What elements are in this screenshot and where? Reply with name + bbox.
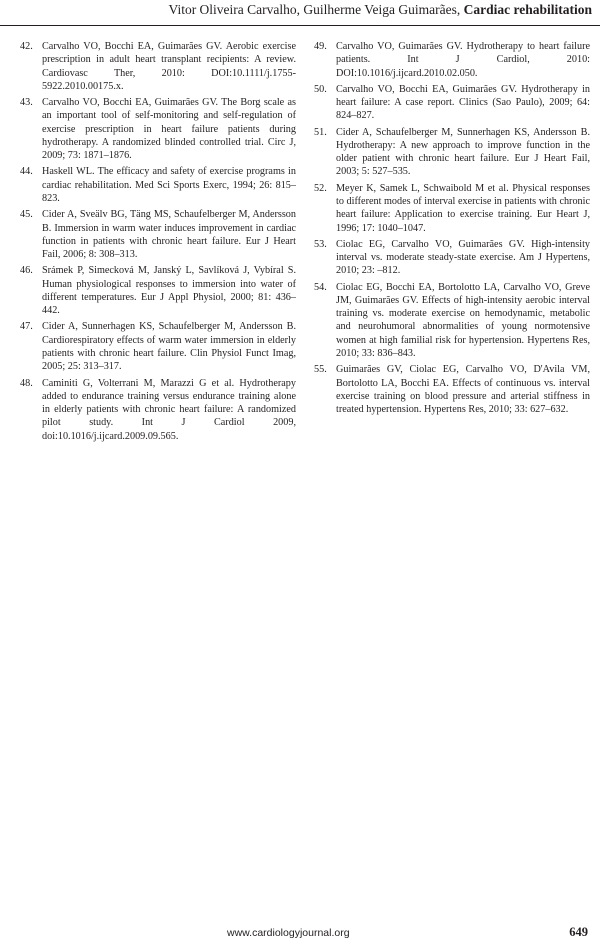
reference-number: 42. bbox=[20, 41, 33, 52]
reference-item bbox=[20, 377, 296, 443]
reference-text: Meyer K, Samek L, Schwaibold M et al. Physical responses to different modes of interval exercise in patients with chronic heart failure: Application to exercise training. Eur Heart J, 1996; 17: 1040–1047. bbox=[336, 182, 590, 234]
reference-item bbox=[314, 281, 590, 361]
reference-number: 48. bbox=[20, 377, 33, 389]
reference-text: Carvalho VO, Bocchi EA, Guimarães GV. The Borg scale as an important tool of self-monitoring and self-regulation of exercise prescription in heart failure patients during hydrotherapy. A randomized blinded controlled trial. Circ J, 2009; 73: 1871–1876. bbox=[42, 97, 296, 162]
reference-text: Haskell WL. The efficacy and safety of exercise programs in cardiac rehabilitation. Med Sci Sports Exerc, 1994; 26: 815–823. bbox=[42, 166, 296, 204]
reference-number: 44. bbox=[20, 166, 33, 178]
reference-item bbox=[20, 40, 296, 93]
header-authors: Vitor Oliveira Carvalho, Guilherme Veiga Guimarães, bbox=[168, 2, 461, 17]
reference-item bbox=[20, 96, 296, 162]
reference-item bbox=[20, 208, 296, 261]
reference-number: 49. bbox=[314, 41, 327, 52]
reference-item bbox=[314, 238, 590, 278]
reference-number: 51. bbox=[314, 126, 327, 138]
reference-item bbox=[314, 83, 590, 123]
reference-text: Ciolac EG, Bocchi EA, Bortolotto LA, Carvalho VO, Greve JM, Guimarães GV. Effects of high-intensity aerobic interval training vs. moderate exercise on hemodynamic, metabolic and neurohumoral abnormalities of young normotensive women at high familial risk for hypertension. Hypertens Res, 2010; 33: 836–843. bbox=[336, 281, 590, 359]
reference-text: Guimarães GV, Ciolac EG, Carvalho VO, D'Avila VM, Bortolotto LA, Bocchi EA. Effects of continuous vs. interval exercise training on blood pressure and arterial stiffness in treated hypertension. Hypertens Res, 2010; 33: 627–632. bbox=[336, 364, 590, 416]
reference-text: Cider A, Schaufelberger M, Sunnerhagen KS, Andersson B. Hydrotherapy: A new approach to improve function in the older patient with chronic heart failure. Eur J Heart Fail, 2003; 5: 527–535. bbox=[336, 126, 590, 178]
reference-text: Cider A, Sveälv BG, Täng MS, Schaufelberger M, Andersson B. Immersion in warm water induces improvement in cardiac function in patients with chronic heart failure. Eur J Heart Fail, 2006; 8: 308–313. bbox=[42, 209, 296, 261]
reference-number: 45. bbox=[20, 209, 33, 221]
reference-text: Ciolac EG, Carvalho VO, Guimarães GV. High-intensity interval vs. moderate steady-state exercise. Am J Hypertens, 2010; 23: –812. bbox=[336, 238, 590, 277]
reference-item bbox=[20, 165, 296, 205]
reference-number: 55. bbox=[314, 364, 327, 376]
reference-item bbox=[314, 126, 590, 179]
reference-number: 50. bbox=[314, 83, 327, 95]
reference-number: 46. bbox=[20, 265, 33, 277]
reference-text: Carvalho VO, Guimarães GV. Hydrotherapy to heart failure patients. Int J Cardiol, 2010: DOI:10.1016/j.ijcard.2010.02.050. bbox=[336, 41, 590, 79]
reference-number: 52. bbox=[314, 182, 327, 194]
reference-item bbox=[20, 320, 296, 373]
reference-number: 47. bbox=[20, 321, 33, 333]
reference-text: Cider A, Sunnerhagen KS, Schaufelberger M, Andersson B. Cardiorespiratory effects of warm water immersion in elderly patients with chronic heart failure. Clin Physiol Funct Imag, 2005; 25: 313–317. bbox=[42, 321, 296, 373]
reference-text: Srámek P, Simecková M, Janský L, Savlíková J, Vybíral S. Human physiological responses to immersion into water of different temperatures. Eur J Appl Physiol, 2000; 81: 436–442. bbox=[42, 265, 296, 317]
header-title: Cardiac rehabilitation bbox=[463, 2, 592, 17]
reference-list-right bbox=[314, 40, 590, 419]
header-rule bbox=[0, 25, 600, 26]
reference-number: 53. bbox=[314, 238, 327, 250]
reference-list-left bbox=[20, 40, 296, 446]
running-head bbox=[169, 2, 593, 18]
page-number: 649 bbox=[569, 925, 588, 939]
reference-number: 43. bbox=[20, 97, 33, 109]
reference-text: Carvalho VO, Bocchi EA, Guimarães GV. Aerobic exercise prescription in adult heart transplant recipients: A review. Cardiovasc Ther, 2010: DOI:10.1111/j.1755-5922.2010.00175.x. bbox=[42, 41, 296, 92]
reference-number: 54. bbox=[314, 281, 327, 293]
reference-item bbox=[314, 40, 590, 80]
reference-item bbox=[20, 264, 296, 317]
reference-text: Carvalho VO, Bocchi EA, Guimarães GV. Hydrotherapy in heart failure: A case report. Clinics (Sao Paulo), 2009; 64: 824–827. bbox=[336, 83, 590, 122]
reference-text: Caminiti G, Volterrani M, Marazzi G et al. Hydrotherapy added to endurance training versus endurance training alone in elderly patients with chronic heart failure: A randomized pilot study. Int J Cardiol 2009, doi:10.1016/j.ijcard.2009.09.565. bbox=[42, 377, 296, 442]
reference-item bbox=[314, 363, 590, 416]
reference-item bbox=[314, 182, 590, 235]
journal-url[interactable]: www.cardiologyjournal.org bbox=[227, 927, 350, 939]
